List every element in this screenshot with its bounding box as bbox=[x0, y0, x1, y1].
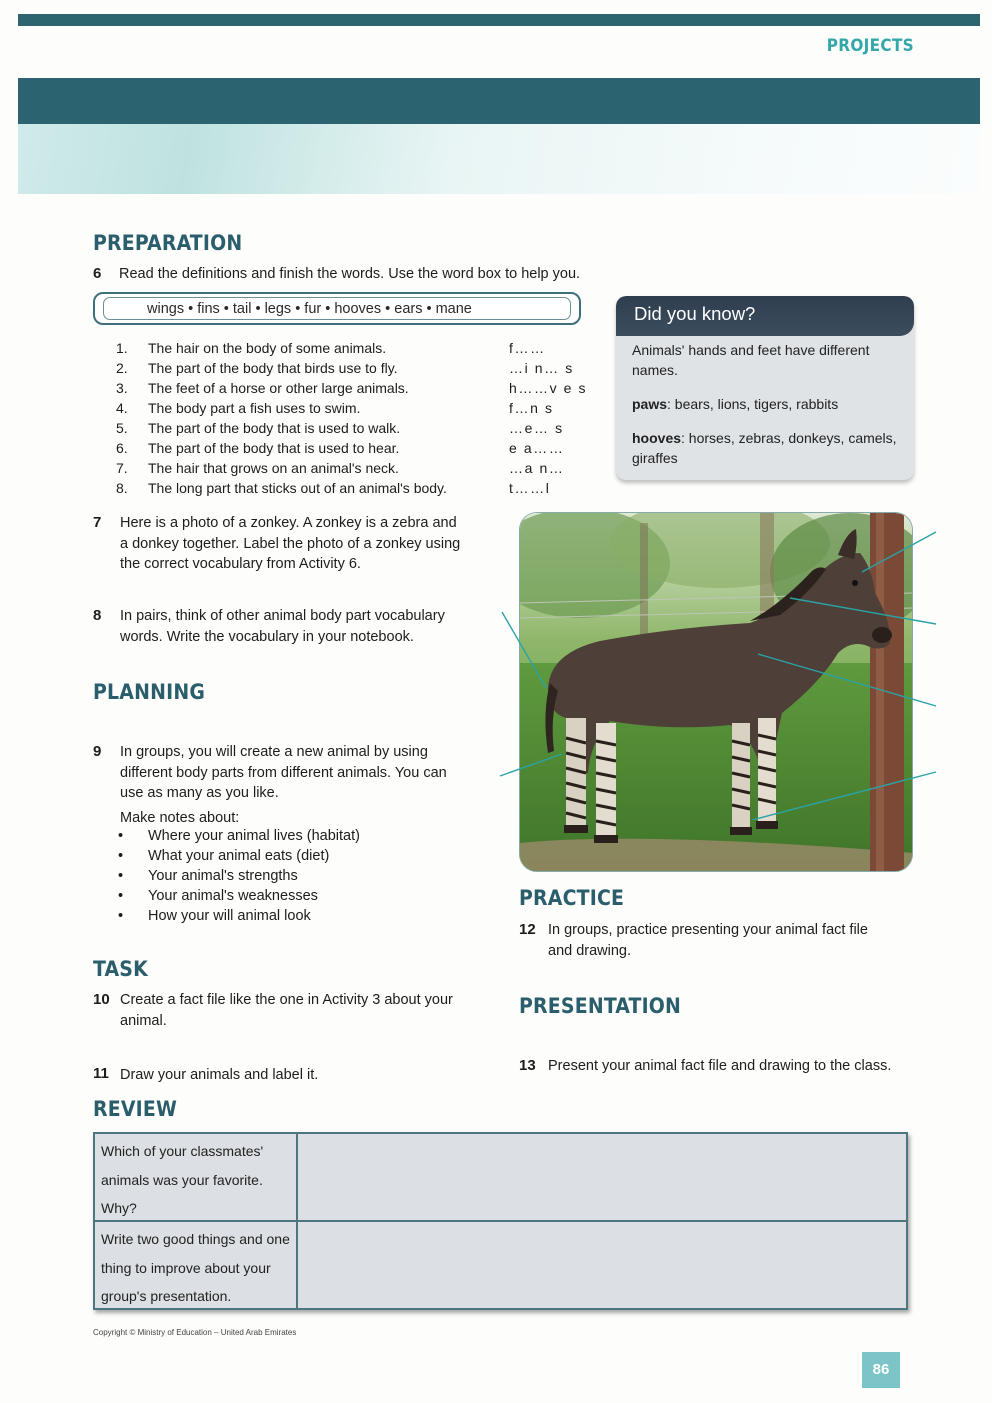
activity-13-number: 13 bbox=[519, 1057, 536, 1074]
activity-8-text: In pairs, think of other animal body part vocabulary words. Write the vocabulary in your notebook. bbox=[120, 608, 445, 645]
activity-10-number: 10 bbox=[93, 991, 110, 1008]
definition-item: 6. The part of the body that is used to hear. bbox=[116, 440, 400, 456]
answer-hint: t……l bbox=[509, 480, 551, 496]
list-item: • Your animal's weaknesses bbox=[118, 888, 318, 904]
activity-9-text: In groups, you will create a new animal by using different body parts from different animals. You can use as many as you like. bbox=[120, 744, 447, 801]
answer-hint: f…… bbox=[509, 340, 546, 356]
review-heading: REVIEW bbox=[93, 1097, 178, 1121]
activity-8-number: 8 bbox=[93, 607, 102, 624]
activity-11-text: Draw your animals and label it. bbox=[120, 1067, 319, 1083]
planning-heading: PLANNING bbox=[93, 680, 206, 704]
did-you-know-body: Animals' hands and feet have different names. paws: bears, lions, tigers, rabbits hooves: horses, zebras, donkeys, camels, giraffes bbox=[632, 342, 897, 466]
answer-hint: …a n… bbox=[509, 460, 565, 476]
review-question-2: Write two good things and one thing to improve about your group's presentation. bbox=[101, 1231, 290, 1304]
answer-hint: e a…… bbox=[509, 440, 565, 456]
activity-12-text: In groups, practice presenting your animal fact file and drawing. bbox=[548, 922, 868, 959]
activity-13-text: Present your animal fact file and drawing to the class. bbox=[548, 1058, 892, 1074]
definition-item: 2. The part of the body that birds use to fly. bbox=[116, 360, 398, 376]
hooves-label: hooves bbox=[632, 430, 682, 446]
word-box-words: wings • fins • tail • legs • fur • hooves • ears • mane bbox=[147, 301, 472, 317]
notes-bullet-list bbox=[118, 828, 360, 928]
answer-hint: f…n s bbox=[509, 400, 554, 416]
label-pointer-lines bbox=[490, 520, 950, 820]
activity-9-number: 9 bbox=[93, 743, 102, 760]
activity-6-number: 6 bbox=[93, 265, 102, 282]
list-item: • How your will animal look bbox=[118, 908, 311, 924]
review-table bbox=[93, 1132, 908, 1310]
word-box bbox=[93, 292, 581, 325]
definition-item: 3. The feet of a horse or other large animals. bbox=[116, 380, 409, 396]
activity-11-number: 11 bbox=[93, 1065, 109, 1082]
answer-hints bbox=[509, 340, 599, 500]
list-item: • Your animal's strengths bbox=[118, 868, 298, 884]
page-number: 86 bbox=[862, 1352, 900, 1388]
did-you-know-box bbox=[616, 296, 914, 480]
definition-item: 5. The part of the body that is used to walk. bbox=[116, 420, 401, 436]
answer-hint: …i n… s bbox=[509, 360, 574, 376]
definition-item: 7. The hair that grows on an animal's neck. bbox=[116, 460, 399, 476]
definition-item: 4. The body part a fish uses to swim. bbox=[116, 400, 361, 416]
list-item: • What your animal eats (diet) bbox=[118, 848, 330, 864]
list-item: • Where your animal lives (habitat) bbox=[118, 828, 360, 844]
section-label: PROJECTS bbox=[826, 36, 914, 56]
did-you-know-header bbox=[616, 296, 914, 336]
answer-hint: h……v e s bbox=[509, 380, 588, 396]
review-answer-field-2[interactable] bbox=[300, 1224, 904, 1306]
definition-item: 8. The long part that sticks out of an animal's body. bbox=[116, 480, 447, 496]
copyright: Copyright © Ministry of Education – United Arab Emirates bbox=[93, 1328, 297, 1337]
paws-label: paws bbox=[632, 396, 668, 412]
notes-intro: Make notes about: bbox=[120, 810, 240, 826]
header-banner-gradient bbox=[18, 124, 980, 194]
definition-item: 1. The hair on the body of some animals. bbox=[116, 340, 387, 356]
review-question-1: Which of your classmates' animals was your favorite. Why? bbox=[101, 1143, 264, 1216]
preparation-heading: PREPARATION bbox=[93, 231, 243, 255]
activity-7-text: Here is a photo of a zonkey. A zonkey is a zebra and a donkey together. Label the photo of a zonkey using the correct vocabulary from Activity 6. bbox=[120, 515, 461, 572]
review-answer-field-1[interactable] bbox=[300, 1136, 904, 1218]
answer-hint: …e… s bbox=[509, 420, 564, 436]
practice-heading: PRACTICE bbox=[519, 886, 625, 910]
activity-10-text: Create a fact file like the one in Activity 3 about your animal. bbox=[120, 992, 453, 1029]
activity-7-number: 7 bbox=[93, 514, 102, 531]
did-you-know-title: Did you know? bbox=[634, 303, 756, 324]
presentation-heading: PRESENTATION bbox=[519, 994, 682, 1018]
activity-6-instruction: Read the definitions and finish the words. Use the word box to help you. bbox=[119, 266, 581, 282]
activity-12-number: 12 bbox=[519, 921, 536, 938]
top-rule bbox=[18, 14, 980, 26]
definitions-list bbox=[116, 340, 506, 500]
task-heading: TASK bbox=[93, 957, 148, 981]
